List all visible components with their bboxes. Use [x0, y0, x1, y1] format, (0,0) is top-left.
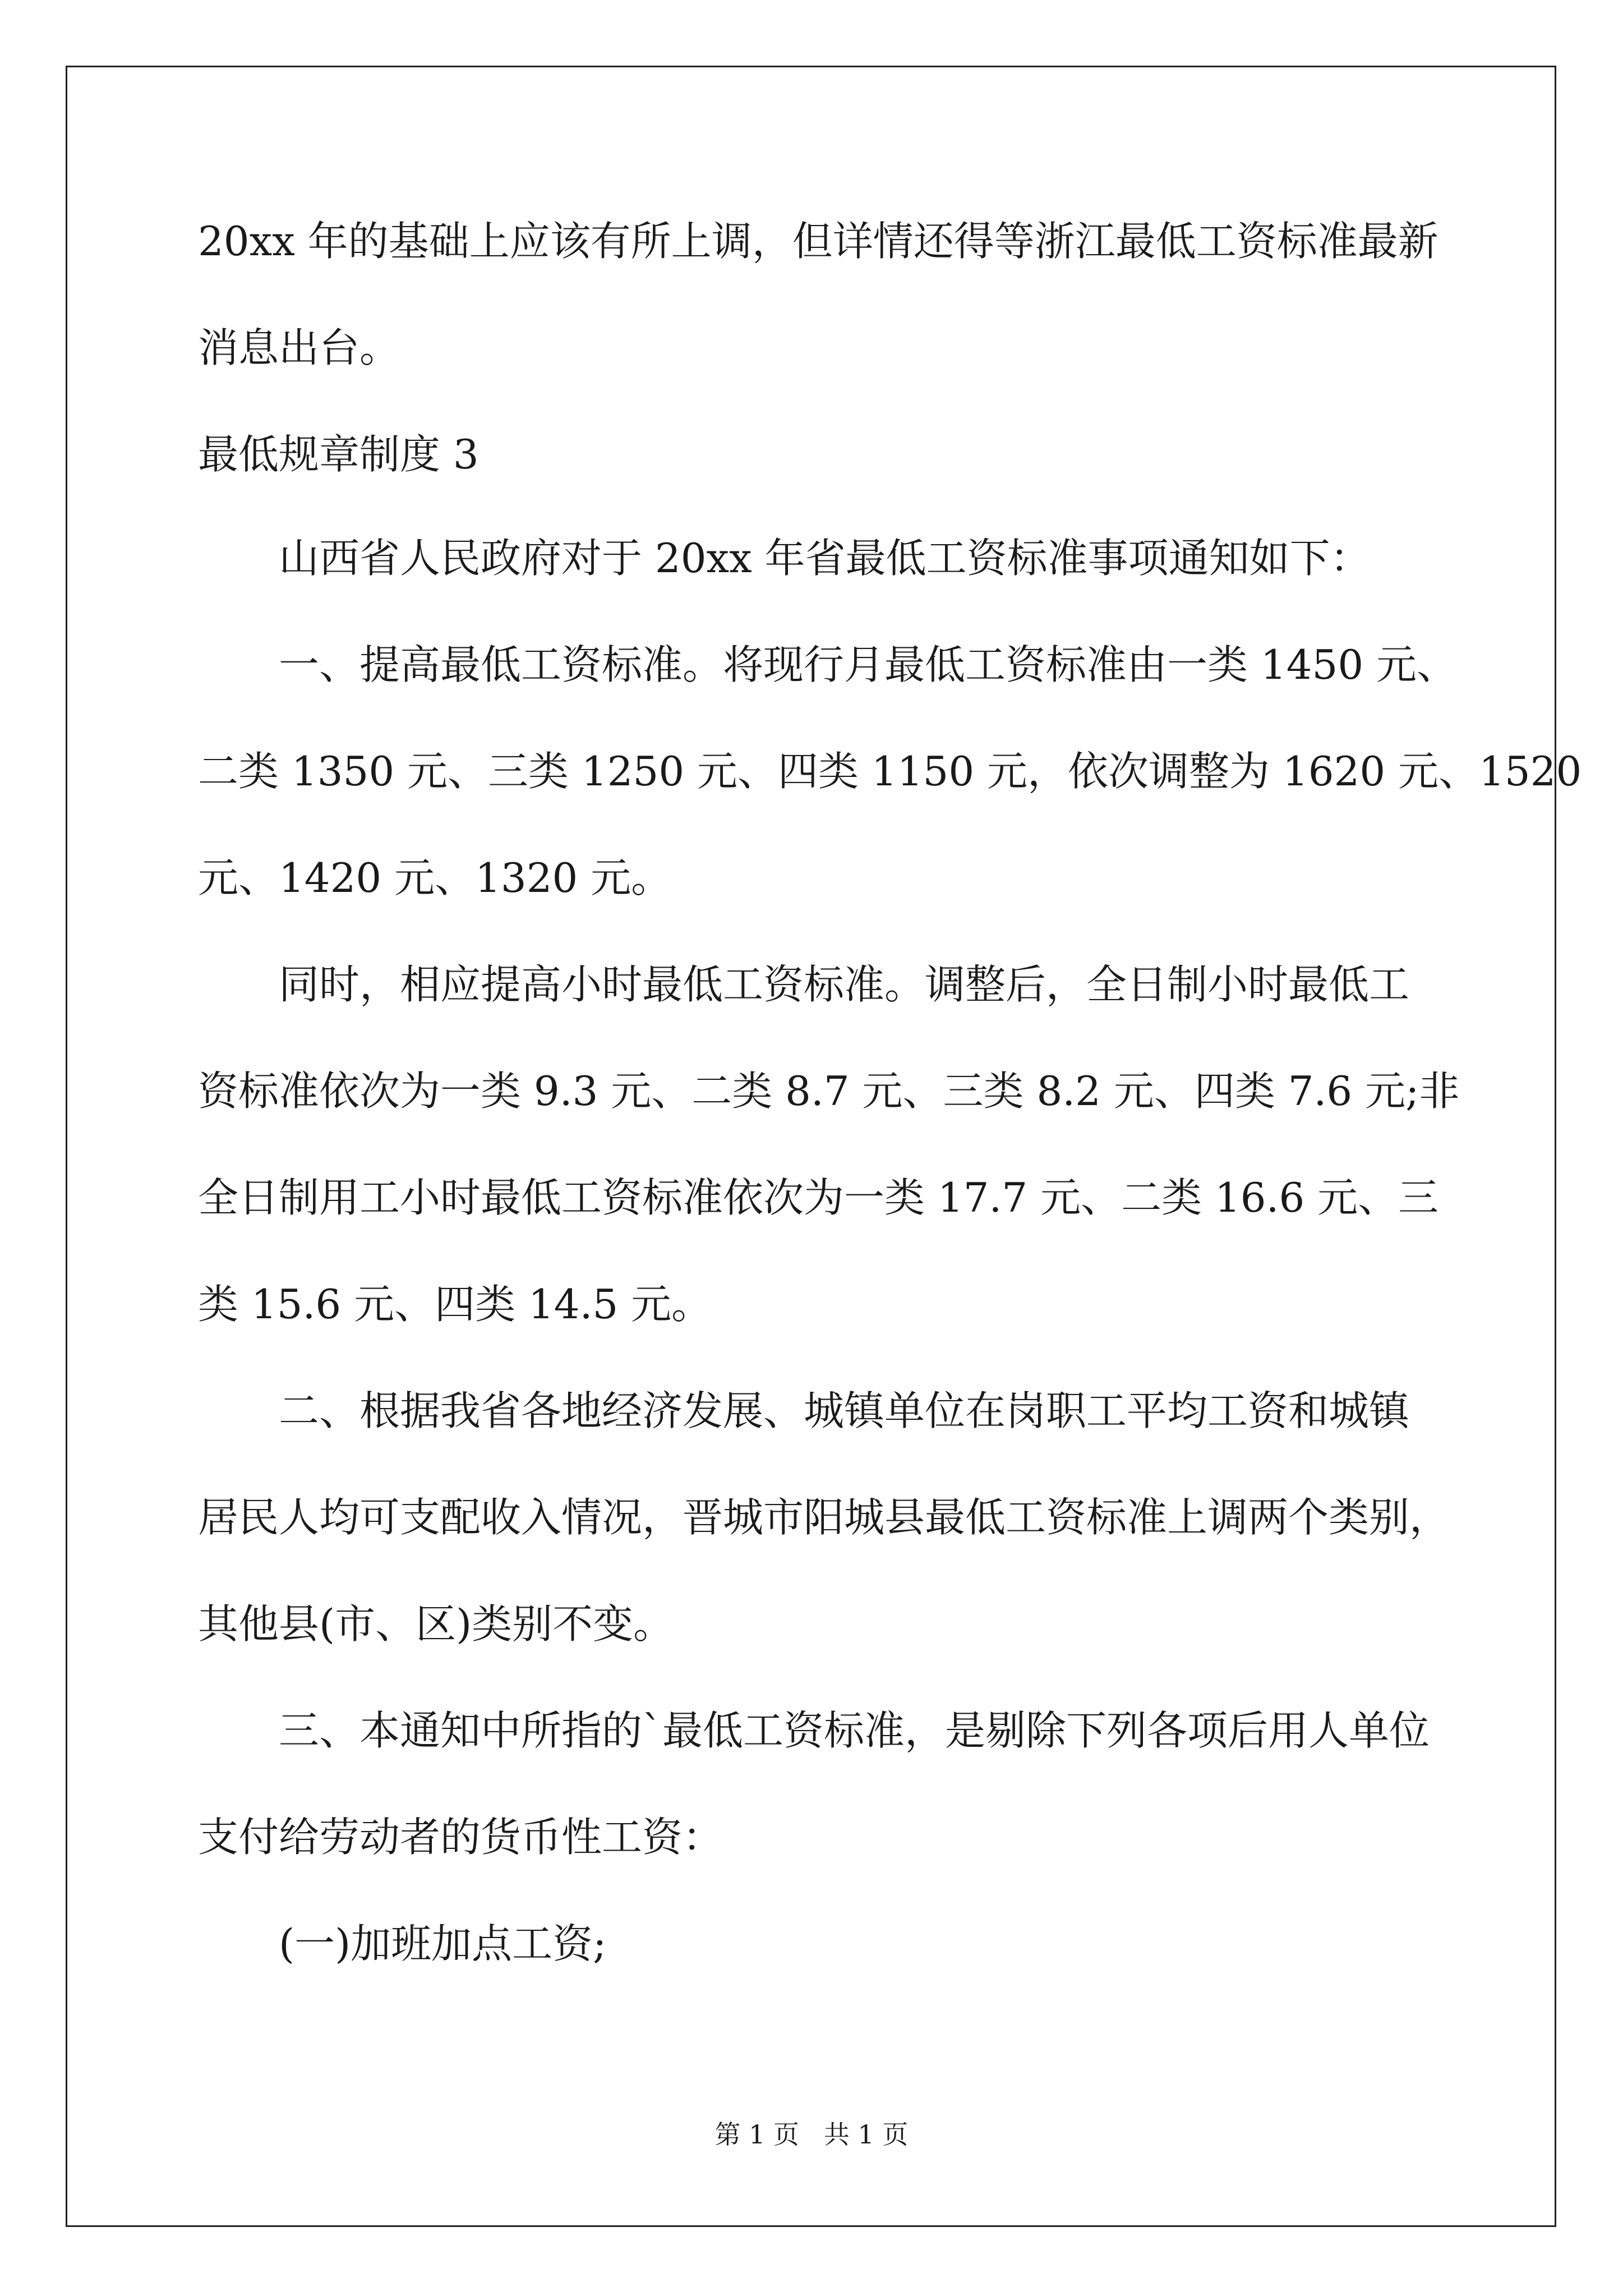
paragraph-line: 支付给劳动者的货币性工资： [198, 1814, 723, 1861]
paragraph-line: 元、1420 元、1320 元。 [198, 854, 672, 901]
paragraph-line: 全日制用工小时最低工资标准依次为一类 17.7 元、二类 16.6 元、三 [198, 1174, 1439, 1221]
paragraph-line: 山西省人民政府对于 20xx 年省最低工资标准事项通知如下： [279, 535, 1371, 582]
paragraph-line: 二类 1350 元、三类 1250 元、四类 1150 元，依次调整为 1620 元、1520 [198, 748, 1582, 795]
paragraph-line: 其他县(市、区)类别不变。 [198, 1600, 674, 1648]
paragraph-line: 居民人均可支配收入情况，晋城市阳城县最低工资标准上调两个类别， [198, 1494, 1450, 1541]
page-border [66, 66, 1556, 2227]
paragraph-line: 三、本通知中所指的`最低工资标准，是剔除下列各项后用人单位 [279, 1707, 1430, 1754]
paragraph-line: (一)加班加点工资; [279, 1920, 607, 1967]
paragraph-line: 消息出台。 [198, 324, 400, 371]
paragraph-line: 类 15.6 元、四类 14.5 元。 [198, 1281, 712, 1328]
paragraph-line: 资标准依次为一类 9.3 元、二类 8.7 元、三类 8.2 元、四类 7.6 元;非 [198, 1068, 1460, 1115]
page-number-footer: 第 1 页 共 1 页 [714, 2119, 909, 2150]
section-heading: 最低规章制度 3 [198, 431, 479, 478]
paragraph-line: 20xx 年的基础上应该有所上调，但详情还得等浙江最低工资标准最新 [198, 218, 1438, 265]
paragraph-line: 二、根据我省各地经济发展、城镇单位在岗职工平均工资和城镇 [279, 1387, 1410, 1434]
paragraph-line: 一、提高最低工资标准。将现行月最低工资标准由一类 1450 元、 [279, 641, 1458, 688]
paragraph-line: 同时，相应提高小时最低工资标准。调整后，全日制小时最低工 [279, 961, 1410, 1008]
